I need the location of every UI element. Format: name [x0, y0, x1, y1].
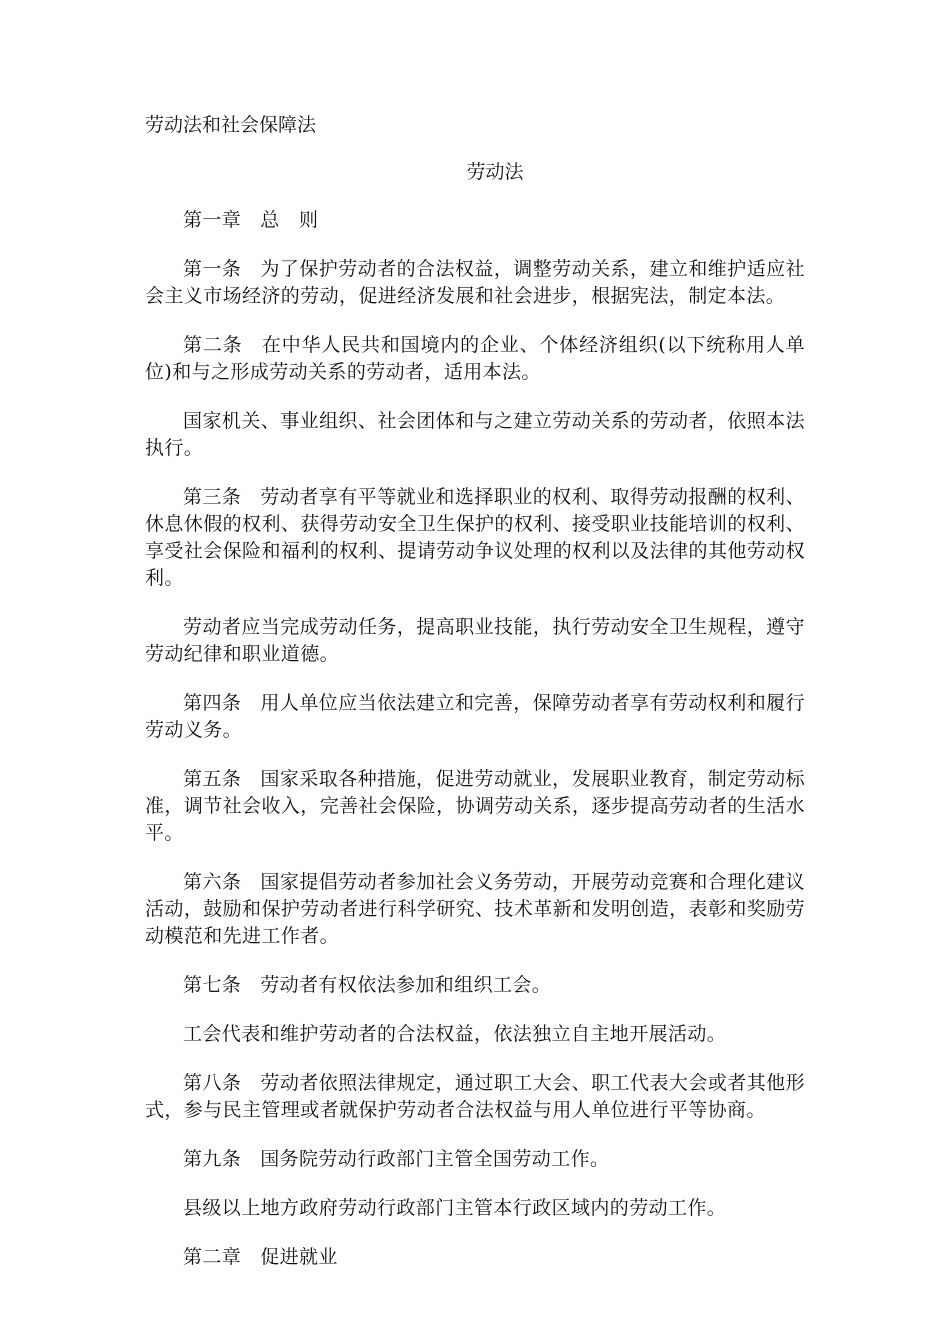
article-text: 劳动者依照法律规定，通过职工大会、职工代表大会或者其他形式，参与民主管理或者就保护劳动者合法权益与用人单位进行平等协商。 — [145, 1072, 806, 1121]
chapter-title: 总 则 — [260, 209, 319, 231]
article-text: 在中华人民共和国境内的企业、个体经济组织(以下统称用人单位)和与之形成劳动关系的劳动者，适用本法。 — [145, 334, 805, 383]
document-title: 劳动法和社会保障法 — [145, 114, 317, 136]
article-label: 第六条 — [183, 871, 242, 893]
article-label: 第八条 — [183, 1072, 242, 1094]
article-paragraph — [145, 690, 805, 744]
article-text: 劳动者享有平等就业和选择职业的权利、取得劳动报酬的权利、休息休假的权利、获得劳动安全卫生保护的权利、接受职业技能培训的权利、享受社会保险和福利的权利、提请劳动争议处理的权利以及法律的其他劳动权利。 — [145, 486, 806, 589]
paragraph-text: 工会代表和维护劳动者的合法权益，依法独立自主地开展活动。 — [183, 1023, 727, 1045]
article-paragraph — [145, 484, 805, 592]
article-paragraph — [145, 332, 805, 386]
article-label: 第二条 — [183, 334, 243, 356]
article-label: 第一条 — [183, 258, 242, 280]
chapter-label: 第一章 — [183, 209, 242, 231]
paragraph-text: 国家机关、事业组织、社会团体和与之建立劳动关系的劳动者，依照本法执行。 — [145, 410, 805, 459]
article-paragraph — [145, 1146, 805, 1173]
paragraph-text: 劳动者应当完成劳动任务，提高职业技能，执行劳动安全卫生规程，遵守劳动纪律和职业道德。 — [145, 616, 805, 665]
article-label: 第九条 — [183, 1148, 242, 1170]
plain-paragraph — [145, 1195, 805, 1222]
article-label: 第四条 — [183, 692, 242, 714]
chapter-heading — [145, 207, 805, 234]
article-text: 劳动者有权依法参加和组织工会。 — [260, 974, 552, 996]
plain-paragraph — [145, 1021, 805, 1048]
section-title: 劳动法 — [466, 161, 524, 183]
article-text: 国务院劳动行政部门主管全国劳动工作。 — [260, 1148, 610, 1170]
article-text: 国家提倡劳动者参加社会义务劳动，开展劳动竞赛和合理化建议活动，鼓励和保护劳动者进行科学研究、技术革新和发明创造，表彰和奖励劳动模范和先进工作者。 — [145, 871, 806, 947]
chapter-title: 促进就业 — [260, 1246, 338, 1268]
article-paragraph — [145, 972, 805, 999]
article-text: 用人单位应当依法建立和完善，保障劳动者享有劳动权利和履行劳动义务。 — [145, 692, 806, 741]
article-label: 第五条 — [183, 768, 242, 790]
plain-paragraph — [145, 614, 805, 668]
article-paragraph — [145, 869, 805, 950]
article-paragraph — [145, 1070, 805, 1124]
article-label: 第三条 — [183, 486, 242, 508]
chapter-label: 第二章 — [183, 1246, 242, 1268]
article-paragraph — [145, 256, 805, 310]
article-paragraph — [145, 766, 805, 847]
chapter-heading — [145, 1244, 805, 1271]
article-label: 第七条 — [183, 974, 242, 996]
plain-paragraph — [145, 408, 805, 462]
paragraph-text: 县级以上地方政府劳动行政部门主管本行政区域内的劳动工作。 — [183, 1197, 727, 1219]
article-text: 为了保护劳动者的合法权益，调整劳动关系，建立和维护适应社会主义市场经济的劳动，促进经济发展和社会进步，根据宪法，制定本法。 — [145, 258, 806, 307]
document-body — [145, 207, 805, 1293]
article-text: 国家采取各种措施，促进劳动就业，发展职业教育，制定劳动标准，调节社会收入，完善社会保险，协调劳动关系，逐步提高劳动者的生活水平。 — [145, 768, 806, 844]
